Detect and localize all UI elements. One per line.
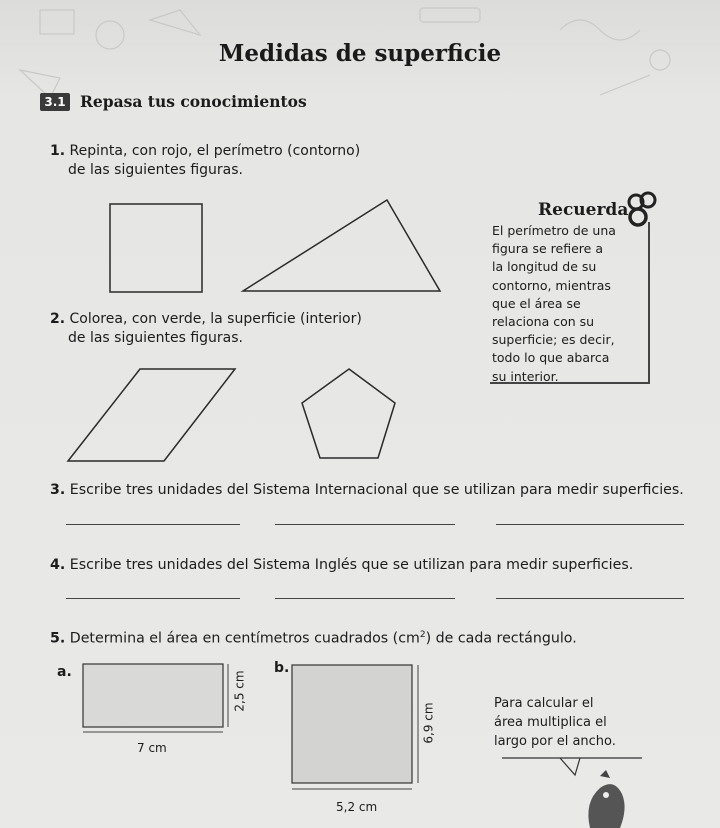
question-3-number: 3.	[50, 482, 66, 498]
question-5-text-after: ) de cada rectángulo.	[425, 630, 577, 647]
recuerda-line: superficie; es decir,	[492, 332, 615, 348]
question-2-line1: Colorea, con verde, la superficie (interior)	[69, 311, 362, 327]
tip-line: largo por el ancho.	[494, 734, 616, 749]
question-1-line1: Repinta, con rojo, el perímetro (contorno)	[69, 143, 361, 159]
question-5	[50, 626, 577, 649]
recuerda-line: su interior.	[492, 368, 559, 384]
rectangle-a-width-label: 7 cm	[137, 741, 167, 755]
recuerda-line: que el área se	[492, 295, 581, 311]
rectangle-b-width-label: 5,2 cm	[336, 800, 378, 814]
question-1-number: 1.	[50, 143, 66, 159]
section-number-badge: 3.1	[40, 93, 70, 111]
question-1-line2: de las siguientes figuras.	[68, 162, 243, 178]
rectangle-a	[83, 664, 223, 727]
question-5-number: 5.	[50, 630, 66, 647]
question-4-text: Escribe tres unidades del Sistema Inglés que se utilizan para medir superficies.	[69, 557, 634, 573]
question-3-text: Escribe tres unidades del Sistema Internacional que se utilizan para medir superficies.	[69, 482, 684, 498]
recuerda-line: El perímetro de una	[492, 223, 616, 238]
tip-text	[494, 694, 644, 751]
rectangle-b-height-label: 6,9 cm	[421, 702, 436, 744]
rectangle-b	[292, 665, 412, 783]
question-5-superscript: 2	[419, 630, 426, 640]
rectangle-a-label: a.	[57, 664, 72, 680]
recuerda-line: la longitud de su	[492, 259, 597, 275]
tip-line: área multiplica el	[494, 715, 607, 730]
recuerda-line: figura se refiere a	[492, 241, 603, 257]
rectangle-a-height-label: 2,5 cm	[232, 670, 247, 712]
page-title: Medidas de superficie	[218, 40, 502, 67]
answer-blank-4b[interactable]	[275, 598, 455, 599]
answer-blank-4a[interactable]	[66, 598, 240, 599]
question-4-number: 4.	[50, 557, 66, 573]
question-2-line2: de las siguientes figuras.	[68, 330, 243, 346]
rectangle-b-label: b.	[274, 660, 290, 676]
square-figure[interactable]	[110, 204, 202, 292]
triangle-figure[interactable]	[243, 200, 440, 291]
pentagon-figure[interactable]	[302, 369, 395, 458]
answer-blank-3c[interactable]	[496, 524, 684, 525]
recuerda-line: relaciona con su	[492, 314, 595, 330]
question-4	[50, 556, 633, 575]
tip-speech-tail	[560, 758, 580, 775]
answer-blank-3b[interactable]	[275, 524, 455, 525]
bird-mascot-icon	[588, 770, 624, 828]
parallelogram-figure[interactable]	[68, 369, 235, 461]
recuerda-line: contorno, mientras	[492, 277, 611, 293]
question-5-text-before: Determina el área en centímetros cuadrados (cm	[69, 630, 420, 647]
answer-blank-4c[interactable]	[496, 598, 684, 599]
section-title: Repasa tus conocimientos	[80, 92, 307, 111]
question-3	[50, 481, 684, 500]
tip-line: Para calcular el	[494, 696, 594, 711]
answer-blank-3a[interactable]	[66, 524, 240, 525]
recuerda-title: Recuerda	[538, 200, 629, 220]
question-2-number: 2.	[50, 311, 66, 327]
recuerda-line: todo lo que abarca	[492, 350, 610, 366]
